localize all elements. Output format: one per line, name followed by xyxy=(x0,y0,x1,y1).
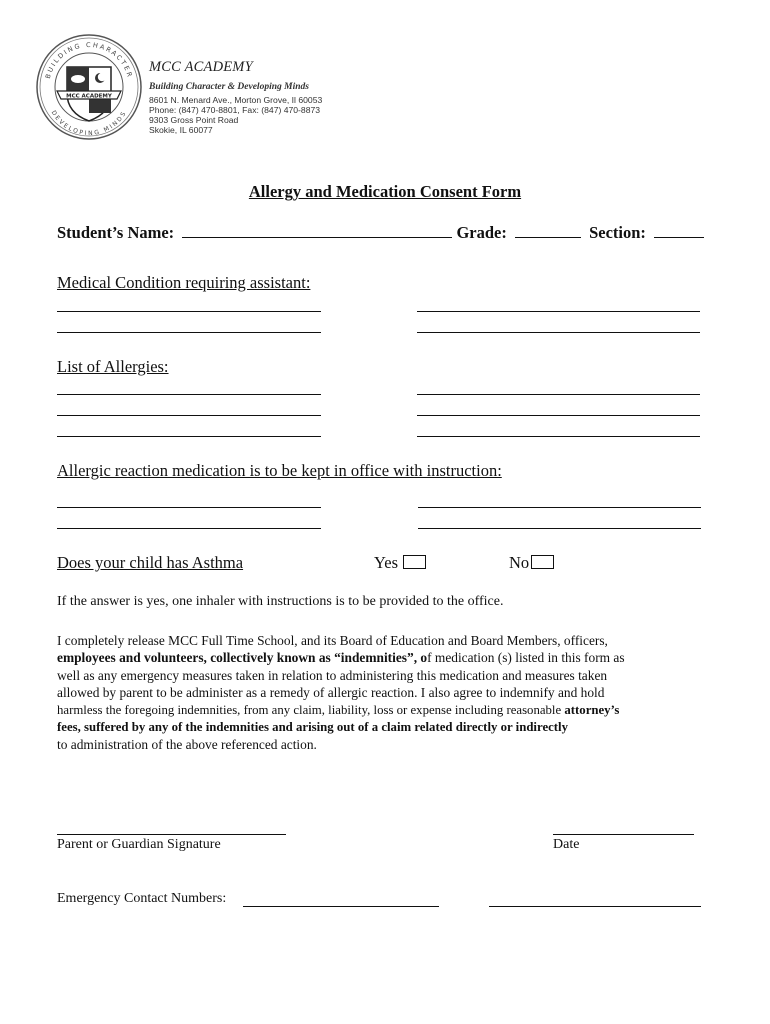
allergy-line[interactable] xyxy=(57,436,321,437)
allergy-line[interactable] xyxy=(417,394,700,395)
form-title: Allergy and Medication Consent Form xyxy=(248,182,522,201)
emergency-contact-line[interactable] xyxy=(489,906,701,907)
release-line: allowed by parent to be administer as a remedy of allergic reaction. I also agree to indemnify and hold xyxy=(57,685,605,701)
parent-signature-label: Parent or Guardian Signature xyxy=(57,837,221,852)
logo-ring-bottom-text: DEVELOPING MINDS xyxy=(49,109,129,138)
address-line: 9303 Gross Point Road xyxy=(149,115,239,125)
medical-condition-line[interactable] xyxy=(417,332,700,333)
release-line: harmless the foregoing indemnities, from any claim, liability, loss or expense including reasonable attorney’s xyxy=(57,702,620,717)
section-label: Section: xyxy=(589,223,646,242)
release-line: employees and volunteers, collectively known as “indemnities”, of medication (s) listed in this form as xyxy=(57,650,625,666)
no-label: No xyxy=(509,553,530,572)
medication-line[interactable] xyxy=(418,507,701,508)
allergy-line[interactable] xyxy=(417,415,700,416)
date-label: Date xyxy=(553,837,580,852)
inhaler-note: If the answer is yes, one inhaler with instructions is to be provided to the office. xyxy=(57,594,504,609)
allergy-line[interactable] xyxy=(417,436,700,437)
yes-label: Yes xyxy=(374,553,399,572)
release-line: I completely release MCC Full Time School, and its Board of Education and Board Members, officers, xyxy=(57,633,608,648)
student-name-label: Student’s Name: xyxy=(57,223,175,242)
section-field[interactable] xyxy=(654,222,704,238)
date-line[interactable] xyxy=(553,834,694,835)
grade-field[interactable] xyxy=(515,222,581,238)
book-icon xyxy=(71,75,85,83)
asthma-no-option[interactable] xyxy=(509,553,554,573)
school-logo xyxy=(35,33,143,141)
phone-line: Phone: (847) 470-8801, Fax: (847) 470-8873 xyxy=(149,105,321,115)
logo-ring-top-text: BUILDING CHARACTER xyxy=(43,40,135,80)
address-line: 8601 N. Menard Ave., Morton Grove, Il 60053 xyxy=(149,95,323,105)
logo-banner-text: MCC ACADEMY xyxy=(66,93,112,100)
release-paragraph xyxy=(57,632,717,754)
emergency-contact-label: Emergency Contact Numbers: xyxy=(57,891,227,906)
asthma-question: Does your child has Asthma xyxy=(57,553,244,572)
release-line: well as any emergency measures taken in relation to administering this medication and measures taken xyxy=(57,667,608,683)
allergy-line[interactable] xyxy=(57,394,321,395)
address-line: Skokie, IL 60077 xyxy=(149,125,213,135)
release-line: to administration of the above referenced action. xyxy=(57,737,317,753)
yes-checkbox[interactable] xyxy=(403,555,426,569)
medical-condition-line[interactable] xyxy=(57,332,321,333)
parent-signature-line[interactable] xyxy=(57,834,286,835)
medication-line[interactable] xyxy=(57,528,321,529)
medical-condition-label: Medical Condition requiring assistant: xyxy=(57,273,311,292)
medication-line[interactable] xyxy=(418,528,701,529)
school-name: MCC ACADEMY xyxy=(149,59,253,75)
medication-line[interactable] xyxy=(57,507,321,508)
asthma-yes-option[interactable] xyxy=(374,553,426,573)
medical-condition-line[interactable] xyxy=(417,311,700,312)
medical-condition-line[interactable] xyxy=(57,311,321,312)
allergy-line[interactable] xyxy=(57,415,321,416)
student-name-field[interactable] xyxy=(182,222,452,238)
no-checkbox[interactable] xyxy=(531,555,554,569)
grade-label: Grade: xyxy=(456,223,507,242)
emergency-contact-line[interactable] xyxy=(243,906,439,907)
student-info-row xyxy=(57,222,704,243)
medication-instruction-label: Allergic reaction medication is to be kept in office with instruction: xyxy=(57,461,502,480)
allergies-label: List of Allergies: xyxy=(57,357,169,376)
school-tagline: Building Character & Developing Minds xyxy=(149,82,309,92)
release-line: fees, suffered by any of the indemnities and arising out of a claim related directly or indirectly xyxy=(57,720,569,735)
